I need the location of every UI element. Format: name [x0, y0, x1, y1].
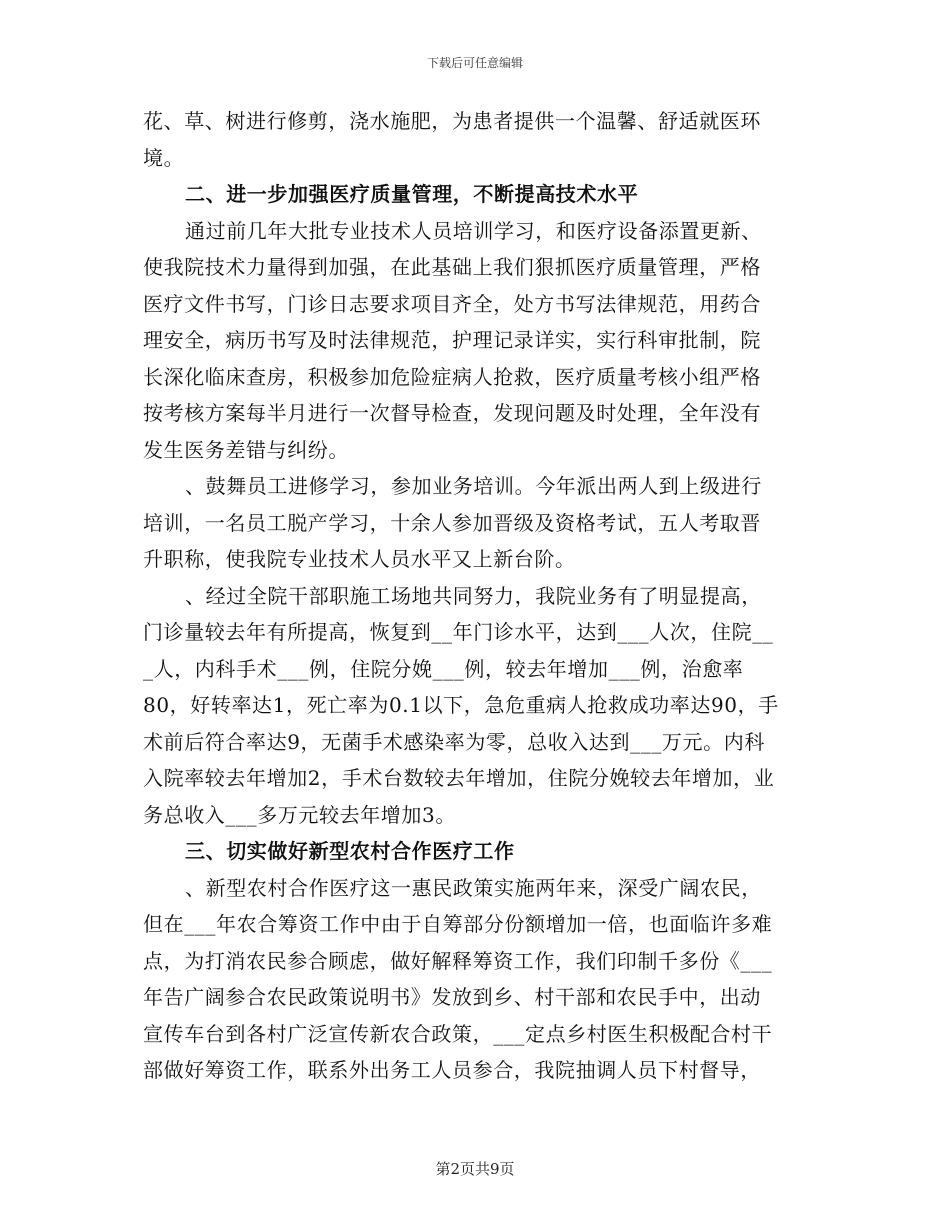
paragraph-line: 部做好筹资工作，联系外出务工人员参合，我院抽调人员下村督导， [143, 1058, 761, 1082]
section-heading: 二、进一步加强医疗质量管理，不断提高技术水平 [185, 182, 639, 206]
paragraph-line: 境。 [143, 145, 185, 170]
page-footer: 第2页共9页 [435, 1160, 515, 1178]
document-body [143, 103, 803, 1089]
paragraph-line: 升职称，使我院专业技术人员水平又上新台阶。 [143, 547, 576, 571]
paragraph-line: 发生医务差错与纠纷。 [143, 437, 349, 462]
paragraph-line: 、经过全院干部职施工场地共同努力，我院业务有了明显提高， [185, 583, 762, 608]
paragraph-line: 花、草、树进行修剪，浇水施肥，为患者提供一个温馨、舒适就医环 [143, 109, 761, 133]
paragraph-line: 按考核方案每半月进行一次督导检查，发现问题及时处理，全年没有 [143, 401, 761, 425]
paragraph-line: 80，好转率达1，死亡率为0.1以下，急危重病人抢救成功率达90，手 [143, 693, 779, 717]
page-header: 下载后可任意编辑 [426, 56, 523, 70]
paragraph-line: 入院率较去年增加2，手术台数较去年增加，住院分娩较去年增加，业 [143, 766, 775, 790]
paragraph-line: 、新型农村合作医疗这一惠民政策实施两年来，深受广阔农民， [185, 875, 762, 900]
paragraph-line: _人，内科手术___例，住院分娩___例，较去年增加___例，治愈率 [143, 656, 744, 681]
paragraph-line: 术前后符合率达9，无菌手术感染率为零，总收入达到___万元。内科 [143, 729, 765, 754]
paragraph-line: 点，为打消农民参合顾虑，做好解释筹资工作，我们印制千多份《___ [143, 948, 773, 973]
paragraph-line: 但在___年农合筹资工作中由于自筹部分份额增加一倍，也面临许多难 [143, 912, 773, 936]
paragraph-line: 门诊量较去年有所提高，恢复到__年门诊水平，达到___人次，住院__ [143, 620, 774, 644]
paragraph-line: 务总收入___多万元较去年增加3。 [143, 802, 456, 827]
paragraph-line: 医疗文件书写，门诊日志要求项目齐全，处方书写法律规范，用药合 [143, 291, 761, 316]
paragraph-line: 宣传车台到各村广泛宣传新农合政策，___定点乡村医生积极配合村干 [143, 1021, 773, 1046]
paragraph-line: 培训，一名员工脱产学习，十余人参加晋级及资格考试，五人考取晋 [143, 510, 761, 535]
paragraph-line: 使我院技术力量得到加强，在此基础上我们狠抓医疗质量管理，严格 [143, 255, 761, 279]
paragraph-line: 年告广阔参合农民政策说明书》发放到乡、村干部和农民手中，出动 [143, 985, 761, 1009]
section-heading: 三、切实做好新型农村合作医疗工作 [185, 839, 515, 863]
paragraph-line: 长深化临床查房，积极参加危险症病人抢救，医疗质量考核小组严格 [143, 364, 761, 389]
paragraph-line: 通过前几年大批专业技术人员培训学习，和医疗设备添置更新、 [185, 218, 762, 243]
paragraph-line: 、鼓舞员工进修学习，参加业务培训。今年派出两人到上级进行 [185, 474, 762, 498]
paragraph-line: 理安全，病历书写及时法律规范，护理记录详实，实行科审批制，院 [143, 328, 761, 352]
